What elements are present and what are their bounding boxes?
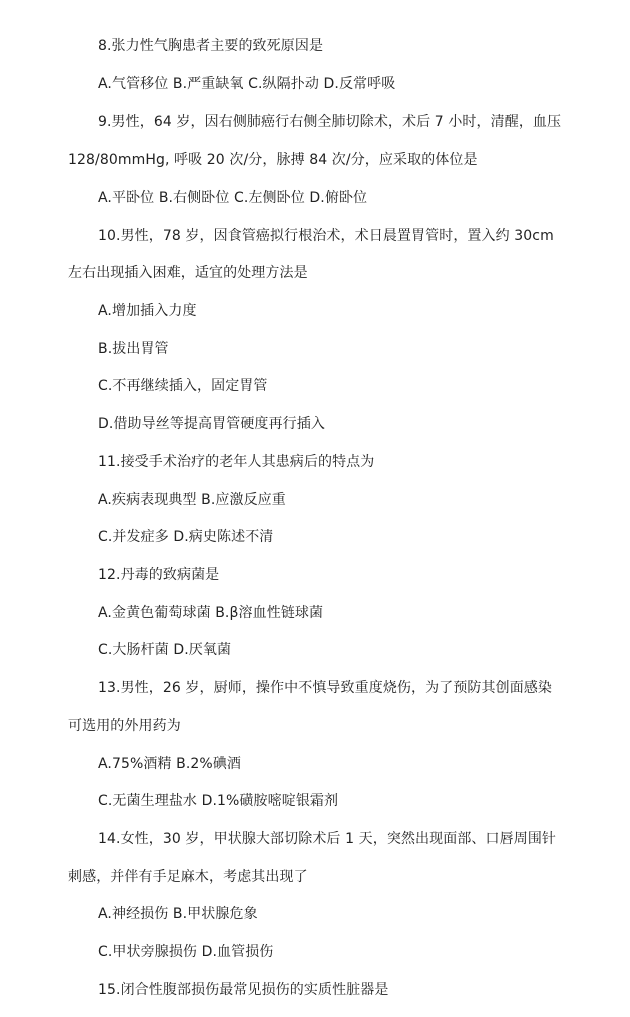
question-12-options-ab: A.金黄色葡萄球菌 B.β溶血性链球菌: [98, 605, 324, 621]
question-12-options-cd: C.大肠杆菌 D.厌氧菌: [98, 642, 232, 658]
question-10-option-a: A.增加插入力度: [98, 303, 197, 319]
question-14-options-ab: A.神经损伤 B.甲状腺危象: [98, 906, 258, 922]
question-14-stem-line-1: 14.女性，30 岁，甲状腺大部切除术后 1 天，突然出现面部、口唇周围针: [98, 831, 557, 847]
question-11-options-cd: C.并发症多 D.病史陈述不清: [98, 529, 274, 545]
question-11-stem: 11.接受手术治疗的老年人其患病后的特点为: [98, 454, 375, 470]
question-10-stem-line-2: 左右出现插入困难，适宜的处理方法是: [68, 265, 308, 281]
question-13-stem-line-2: 可选用的外用药为: [68, 718, 181, 734]
question-9-options: A.平卧位 B.右侧卧位 C.左侧卧位 D.俯卧位: [98, 190, 368, 206]
question-13-stem-line-1: 13.男性，26 岁，厨师，操作中不慎导致重度烧伤，为了预防其创面感染: [98, 680, 553, 696]
question-10-option-d: D.借助导丝等提高胃管硬度再行插入: [98, 416, 325, 432]
question-9-stem-line-1: 9.男性，64 岁，因右侧肺癌行右侧全肺切除术，术后 7 小时，清醒，血压: [98, 114, 562, 130]
question-15-stem: 15.闭合性腹部损伤最常见损伤的实质性脏器是: [98, 982, 389, 998]
question-10-stem-line-1: 10.男性，78 岁，因食管癌拟行根治术，术日晨置胃管时，置入约 30cm: [98, 228, 554, 244]
question-11-options-ab: A.疾病表现典型 B.应激反应重: [98, 492, 286, 508]
question-8-stem: 8.张力性气胸患者主要的致死原因是: [98, 38, 324, 54]
question-8-options: A.气管移位 B.严重缺氧 C.纵隔扑动 D.反常呼吸: [98, 76, 396, 92]
question-13-options-cd: C.无菌生理盐水 D.1%磺胺嘧啶银霜剂: [98, 793, 339, 809]
question-12-stem: 12.丹毒的致病菌是: [98, 567, 220, 583]
question-10-option-c: C.不再继续插入，固定胃管: [98, 378, 268, 394]
question-10-option-b: B.拔出胃管: [98, 341, 169, 357]
question-14-options-cd: C.甲状旁腺损伤 D.血管损伤: [98, 944, 274, 960]
question-9-stem-line-2: 128/80mmHg, 呼吸 20 次/分，脉搏 84 次/分，应采取的体位是: [68, 152, 478, 168]
question-13-options-ab: A.75%酒精 B.2%碘酒: [98, 756, 242, 772]
question-14-stem-line-2: 刺感，并伴有手足麻木，考虑其出现了: [68, 869, 308, 885]
